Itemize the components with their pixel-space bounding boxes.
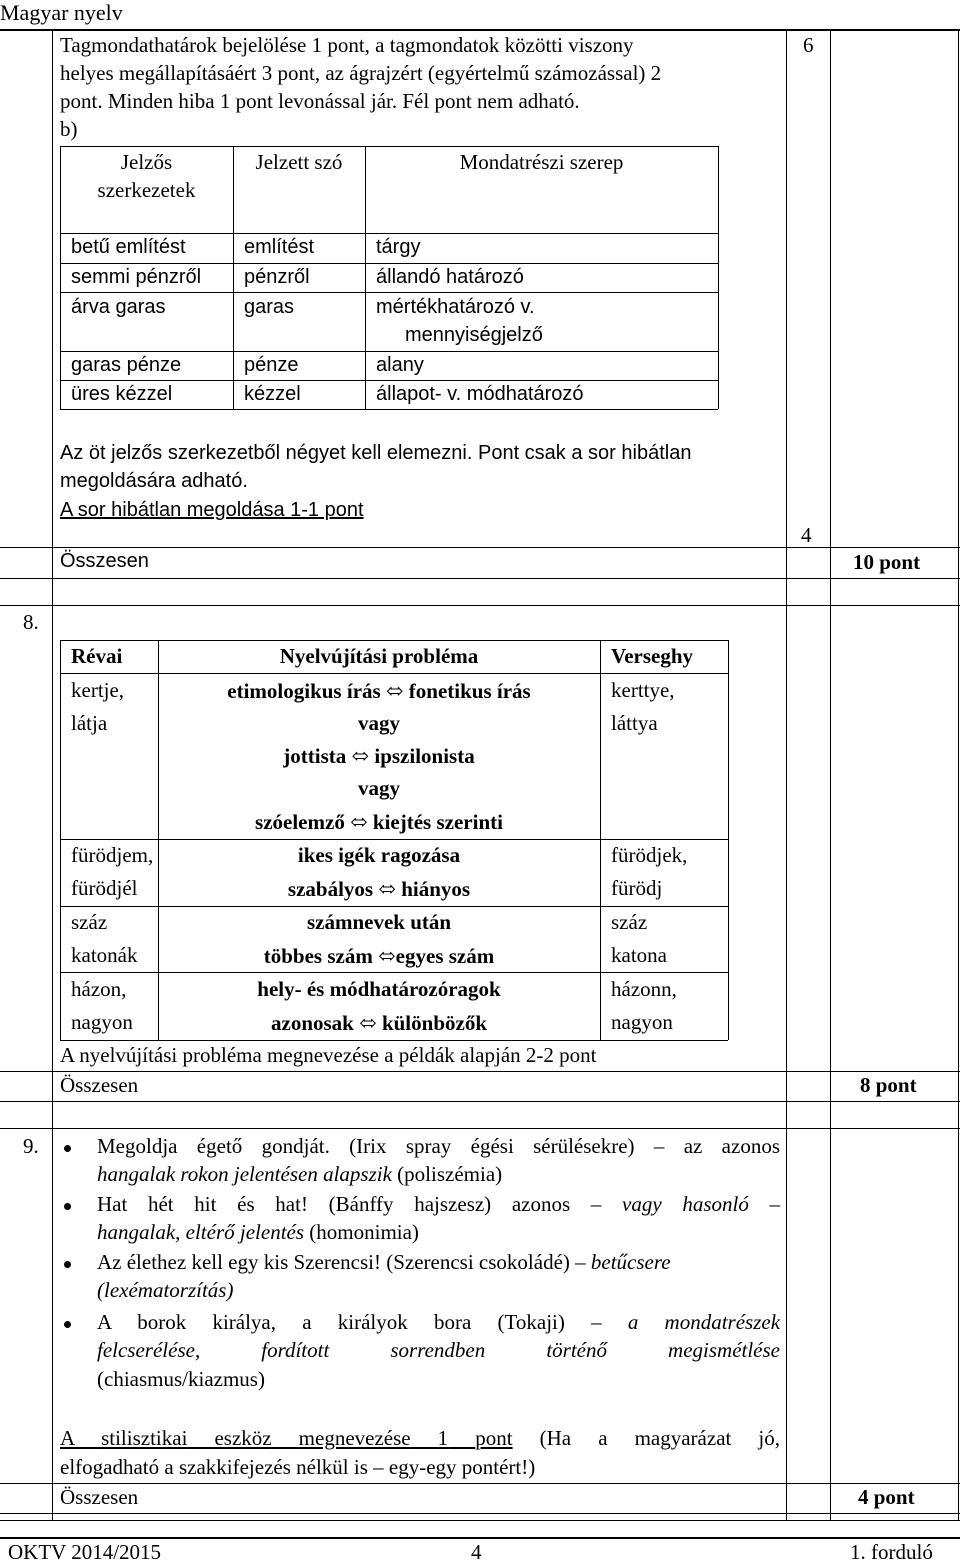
revai-example: házon,: [71, 977, 127, 1001]
header-title: Magyar nyelv: [0, 0, 123, 25]
points-a: 6: [803, 33, 814, 57]
example-line: Megoldja égető gondját. (Irix spray égési sérülésekre) – az azonos: [97, 1134, 781, 1158]
total-points: 8 pont: [860, 1073, 917, 1097]
verseghy-example: kerttye,: [611, 678, 675, 702]
footer-rule: [0, 1537, 960, 1539]
example-line: Hat hét hit és hat! (Bánffy hajszesz) azonos – vagy hasonló –: [97, 1192, 781, 1216]
revai-example: nagyon: [71, 1010, 133, 1034]
col-header-problem: Nyelvújítási probléma: [279, 644, 479, 668]
example-line: (lexématorzítás): [97, 1278, 234, 1302]
table-cell: semmi pénzről: [71, 266, 202, 288]
row-rule: [0, 578, 960, 579]
task-number: 9.: [23, 1134, 39, 1158]
example-line: hangalak, eltérő jelentés (homonimia): [97, 1220, 419, 1244]
verseghy-example: láttya: [611, 711, 658, 735]
total-label: Összesen: [60, 1485, 139, 1509]
problem-text: vagy: [358, 776, 400, 800]
table-cell: garas pénze: [71, 354, 182, 376]
row-rule: [0, 1101, 960, 1102]
col-header-jelzett: Jelzett szó: [255, 150, 343, 174]
example-line: A borok királya, a királyok bora (Tokaji) – a mondatrészek: [97, 1310, 781, 1334]
revai-example: száz: [71, 910, 108, 934]
grid-line: [830, 30, 831, 1520]
footer-right: 1. forduló: [850, 1540, 933, 1564]
col-header-szerkezetek: szerkezetek: [97, 178, 196, 202]
problem-text: többes szám ⬄egyes szám: [263, 944, 495, 968]
problem-text: etimologikus írás ⬄ fonetikus írás: [227, 679, 531, 703]
header-rule: [0, 29, 960, 31]
bullet-icon: [64, 1145, 71, 1152]
verseghy-example: száz: [611, 910, 648, 934]
row-rule: [0, 1520, 960, 1521]
bullet-icon: [64, 1321, 71, 1328]
total-label: Összesen: [60, 550, 149, 572]
scoring-line-2: helyes megállapításáért 3 pont, az ágrajzért (egyértelmű számozással) 2: [60, 61, 662, 85]
table-cell: említést: [244, 236, 315, 258]
row-rule: [0, 1128, 960, 1129]
verseghy-example: fürödjek,: [611, 843, 688, 867]
footer-left: OKTV 2014/2015: [8, 1540, 162, 1564]
col-header-jelzos: Jelzős: [120, 150, 173, 174]
table-cell: tárgy: [376, 236, 421, 258]
task8-note: A nyelvújítási probléma megnevezése a példák alapján 2-2 pont: [60, 1043, 597, 1067]
points-b: 4: [801, 523, 812, 547]
row-rule: [0, 605, 960, 606]
table-cell: pénzről: [244, 266, 310, 288]
bullet-icon: [64, 1203, 71, 1210]
table-cell: állapot- v. módhatározó: [376, 383, 584, 405]
table-cell: kézzel: [244, 383, 301, 405]
note-line-2: megoldására adható.: [60, 470, 248, 492]
scoring-line-1: Tagmondathatárok bejelölése 1 pont, a tagmondatok közötti viszony: [60, 33, 634, 57]
verseghy-example: fürödj: [611, 876, 663, 900]
problem-text: szabályos ⬄ hiányos: [287, 877, 471, 901]
revai-example: fürödjél: [71, 876, 138, 900]
note-line-3: A sor hibátlan megoldása 1-1 pont: [60, 499, 364, 521]
table-cell: garas: [244, 296, 295, 318]
scoring-line-3: pont. Minden hiba 1 pont levonással jár. Fél pont nem adható.: [60, 89, 580, 113]
total-label: Összesen: [60, 1073, 139, 1097]
task-number: 8.: [23, 610, 39, 634]
grid-line: [958, 30, 959, 1520]
table-cell: alany: [376, 354, 424, 376]
bullet-icon: [64, 1261, 71, 1268]
table-cell: árva garas: [71, 296, 166, 318]
table-cell: mértékhatározó v.: [376, 296, 535, 318]
revai-example: katonák: [71, 943, 138, 967]
grid-line: [786, 30, 787, 1520]
verseghy-example: házonn,: [611, 977, 677, 1001]
problem-text: szóelemző ⬄ kiejtés szerinti: [255, 810, 503, 834]
problem-text: jottista ⬄ ipszilonista: [283, 744, 475, 768]
row-rule: [0, 547, 960, 548]
col-header-verseghy: Verseghy: [611, 644, 694, 668]
example-line: hangalak rokon jelentésen alapszik (poliszémia): [97, 1162, 503, 1186]
verseghy-example: katona: [611, 943, 667, 967]
example-line: Az élethez kell egy kis Szerencsi! (Szerencsi csokoládé) – betűcsere: [97, 1250, 671, 1274]
example-line: felcserélése, fordított sorrendben történő megismétlése: [97, 1338, 780, 1362]
part-b-label: b): [60, 117, 78, 141]
row-rule: [0, 1071, 960, 1072]
task9-note: A stilisztikai eszköz megnevezése 1 pont (Ha a magyarázat jó,: [60, 1426, 781, 1450]
problem-text: vagy: [358, 711, 400, 735]
total-points: 4 pont: [858, 1485, 915, 1509]
footer-page-number: 4: [471, 1540, 482, 1564]
problem-text: azonosak ⬄ különbözők: [271, 1011, 487, 1035]
note-line-1: Az öt jelzős szerkezetből négyet kell elemezni. Pont csak a sor hibátlan: [60, 442, 692, 464]
verseghy-example: nagyon: [611, 1010, 673, 1034]
problem-text: hely- és módhatározóragok: [257, 977, 501, 1001]
total-points: 10 pont: [853, 550, 921, 574]
grid-line: [52, 30, 53, 1520]
example-line: (chiasmus/kiazmus): [97, 1367, 265, 1391]
row-rule: [0, 1513, 960, 1514]
task9-note-line2: elfogadható a szakkifejezés nélkül is – egy-egy pontért!): [60, 1455, 536, 1479]
problem-text: ikes igék ragozása: [297, 843, 461, 867]
row-rule: [0, 1483, 960, 1484]
revai-example: látja: [71, 711, 108, 735]
table-cell: pénze: [244, 354, 299, 376]
problem-text: számnevek után: [306, 910, 452, 934]
col-header-revai: Révai: [71, 644, 123, 668]
table-cell: állandó határozó: [376, 266, 524, 288]
col-header-szerep: Mondatrészi szerep: [459, 150, 624, 174]
table-cell: üres kézzel: [71, 383, 173, 405]
revai-example: kertje,: [71, 678, 125, 702]
table-cell: mennyiségjelző: [405, 324, 543, 346]
revai-example: fürödjem,: [71, 843, 154, 867]
table-cell: betű említést: [71, 236, 186, 258]
